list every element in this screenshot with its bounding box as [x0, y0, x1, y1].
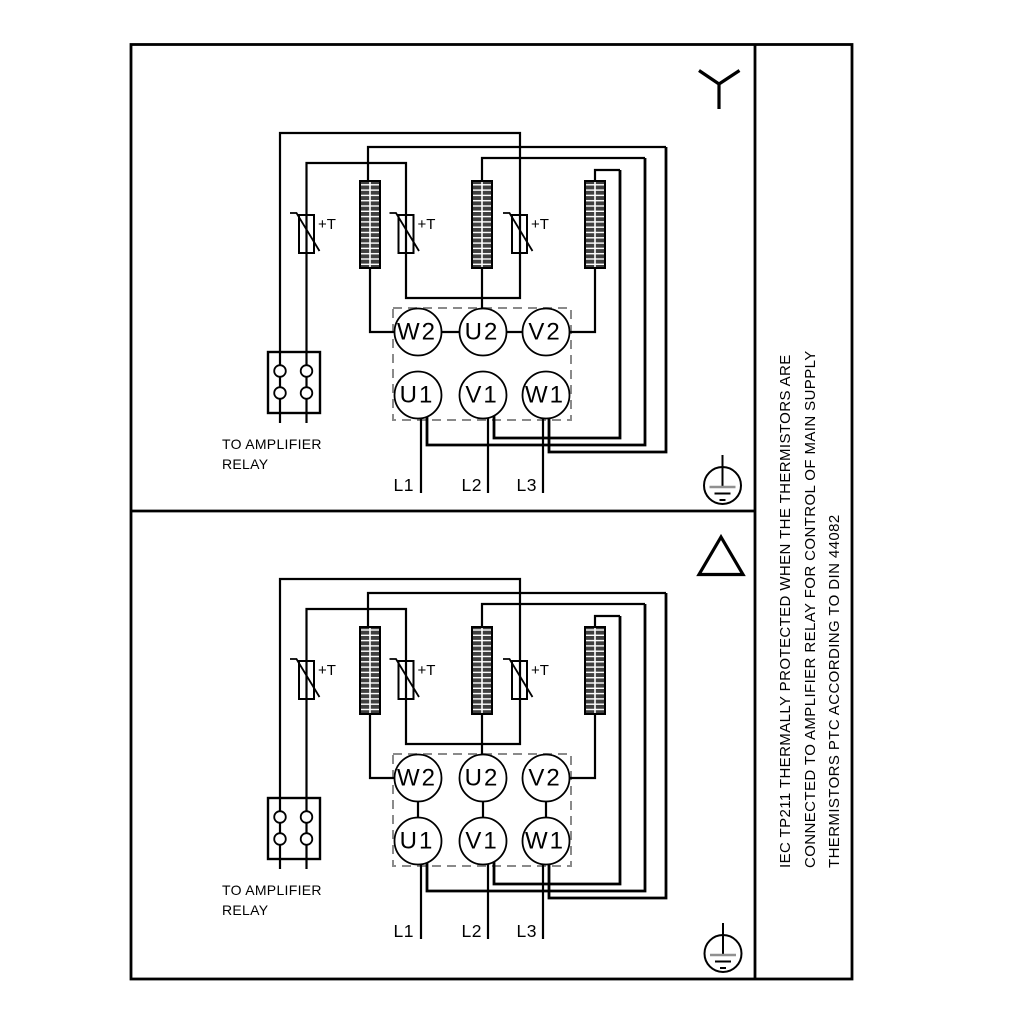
thermistor-label: +T — [318, 216, 336, 233]
wire — [595, 170, 620, 181]
protective-earth-icon — [704, 455, 741, 504]
svg-text:U1: U1 — [399, 381, 435, 409]
terminal-W2 — [395, 309, 442, 356]
star-connection-icon — [699, 71, 740, 110]
svg-text:U2: U2 — [464, 764, 500, 792]
terminal-U1 — [395, 818, 442, 865]
svg-text:V2: V2 — [528, 764, 562, 792]
delta-connection-icon — [699, 537, 743, 575]
protective-earth-icon — [705, 923, 742, 972]
relay-terminal-box — [268, 352, 320, 413]
terminal-V2 — [523, 309, 570, 356]
svg-text:W2: W2 — [397, 764, 437, 792]
relay-terminal-box — [268, 798, 320, 859]
supply-label-L1: L1 — [393, 921, 414, 941]
wire — [595, 616, 620, 627]
terminal-U2 — [460, 755, 507, 802]
supply-label-L1: L1 — [393, 475, 414, 495]
relay-terminal — [301, 833, 313, 845]
motor-winding — [472, 181, 492, 268]
relay-terminal — [274, 811, 286, 823]
relay-note-line1: TO AMPLIFIER — [222, 882, 322, 898]
thermistor-label: +T — [531, 216, 549, 233]
terminal-W1 — [523, 818, 570, 865]
delta-panel — [222, 537, 743, 972]
supply-label-L3: L3 — [516, 475, 537, 495]
svg-text:V1: V1 — [465, 381, 499, 409]
svg-text:V2: V2 — [528, 318, 562, 346]
terminal-V1 — [460, 372, 507, 419]
supply-label-L2: L2 — [461, 475, 482, 495]
motor-winding — [360, 627, 380, 714]
relay-terminal — [301, 387, 313, 399]
relay-note-line1: TO AMPLIFIER — [222, 436, 322, 452]
svg-text:V1: V1 — [465, 827, 499, 855]
relay-note-line2: RELAY — [222, 902, 269, 918]
thermistor-label: +T — [531, 662, 549, 679]
relay-terminal — [274, 833, 286, 845]
terminal-U2 — [460, 309, 507, 356]
side-note-line: CONNECTED TO AMPLIFIER RELAY FOR CONTROL OF MAIN SUPPLY — [801, 350, 819, 868]
side-note-panel — [774, 350, 848, 868]
svg-text:W1: W1 — [525, 381, 565, 409]
relay-terminal — [274, 387, 286, 399]
wire — [566, 714, 595, 778]
relay-terminal — [274, 365, 286, 377]
thermistor-label: +T — [417, 216, 436, 233]
svg-text:W1: W1 — [525, 827, 565, 855]
relay-terminal — [301, 365, 313, 377]
thermistor-label: +T — [417, 662, 436, 679]
relay-note-line2: RELAY — [222, 456, 269, 472]
star-panel — [222, 71, 741, 505]
svg-text:U2: U2 — [464, 318, 500, 346]
motor-winding — [360, 181, 380, 268]
motor-winding — [585, 181, 605, 268]
wire — [370, 714, 398, 778]
terminal-V2 — [523, 755, 570, 802]
thermistor-label: +T — [318, 662, 336, 679]
side-note-line: THERMISTORS PTC ACCORDING TO DIN 44082 — [826, 514, 843, 868]
motor-winding — [472, 627, 492, 714]
terminal-V1 — [460, 818, 507, 865]
motor-winding — [585, 627, 605, 714]
supply-label-L2: L2 — [461, 921, 482, 941]
svg-text:U1: U1 — [399, 827, 435, 855]
terminal-W2 — [395, 755, 442, 802]
relay-terminal — [301, 811, 313, 823]
svg-text:W2: W2 — [397, 318, 437, 346]
supply-label-L3: L3 — [516, 921, 537, 941]
terminal-W1 — [523, 372, 570, 419]
side-note-line: IEC TP211 THERMALLY PROTECTED WHEN THE THERMISTORS ARE — [777, 354, 794, 868]
terminal-U1 — [395, 372, 442, 419]
